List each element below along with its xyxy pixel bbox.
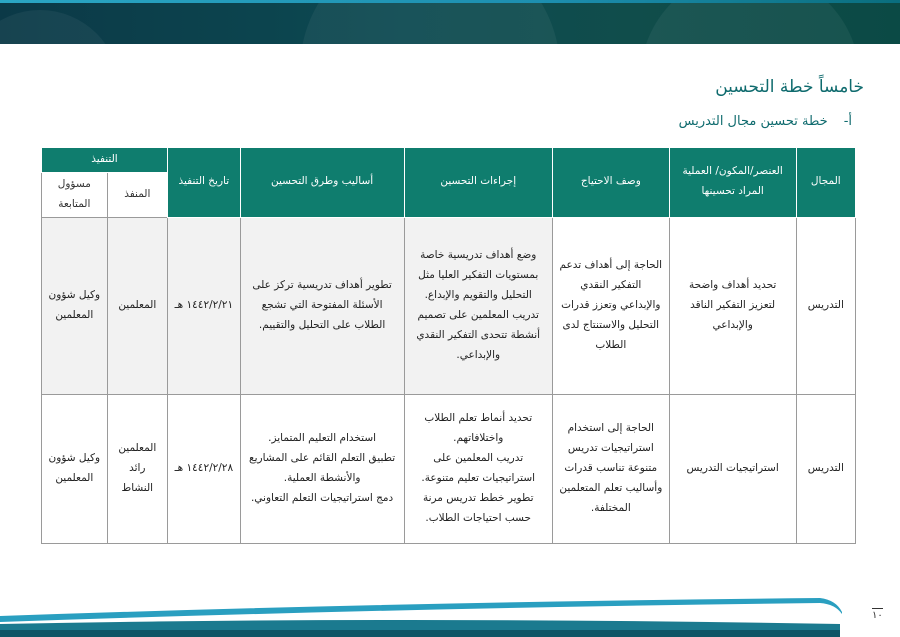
procedure-item: وضع أهداف تدريسية خاصة بمستويات التفكير العليا مثل التحليل والتقويم والإبداع.	[418, 249, 539, 301]
header-date: تاريخ التنفيذ	[168, 148, 241, 218]
cell-element: استراتيجيات التدريس	[669, 394, 796, 543]
header-execution: التنفيذ	[42, 148, 168, 173]
improvement-plan-table	[41, 147, 856, 544]
subsection-index: أ-	[843, 114, 852, 129]
header-procedures: إجراءات التحسين	[404, 148, 552, 218]
cell-procedures	[404, 394, 552, 543]
cell-need: الحاجة إلى أهداف تدعم التفكير النقدي والإبداعي وتعزز قدرات التحليل والاستنتاج لدى الطلاب	[552, 217, 669, 394]
cell-domain: التدريس	[796, 394, 855, 543]
procedure-item: تحديد أنماط تعلم الطلاب واختلافاتهم.	[424, 412, 533, 444]
top-banner	[0, 0, 900, 44]
cell-need: الحاجة إلى استخدام استراتيجيات تدريس متنوعة تناسب قدرات وأساليب تعلم المتعلمين المختلفة.	[552, 394, 669, 543]
section-title: خامساً خطة التحسين	[715, 77, 864, 97]
header-need: وصف الاحتياج	[552, 148, 669, 218]
cell-procedures	[404, 217, 552, 394]
subsection-heading	[679, 114, 852, 129]
cell-domain: التدريس	[796, 217, 855, 394]
table-row	[42, 394, 856, 543]
procedure-item: تدريب المعلمين على تصميم أنشطة تتحدى التفكير النقدي والإبداعي.	[416, 308, 541, 361]
cell-follow-up: وكيل شؤون المعلمين	[42, 217, 108, 394]
method-item: تطبيق التعلم القائم على المشاريع والأنشطة العملية.	[249, 451, 396, 484]
method-item: استخدام التعليم المتمايز.	[268, 431, 377, 444]
header-executor: المنفذ	[107, 172, 167, 217]
bottom-decoration	[0, 594, 900, 637]
method-item: دمج استراتيجيات التعلم التعاوني.	[250, 491, 394, 504]
header-element: العنصر/المكون/ العملية المراد تحسينها	[669, 148, 796, 218]
cell-date: ١٤٤٢/٢/٢٨ هـ	[168, 394, 241, 543]
procedure-item: تطوير خطط تدريس مرنة حسب احتياجات الطلاب.	[422, 491, 534, 524]
cell-follow-up: وكيل شؤون المعلمين	[42, 394, 108, 543]
header-domain: المجال	[796, 148, 855, 218]
cell-executor: المعلمين رائد النشاط	[107, 394, 167, 543]
table-row	[42, 217, 856, 394]
cell-methods	[240, 394, 404, 543]
cell-methods: تطوير أهداف تدريسية تركز على الأسئلة المفتوحة التي تشجع الطلاب على التحليل والتقييم.	[240, 217, 404, 394]
cell-executor: المعلمين	[107, 217, 167, 394]
cell-date: ١٤٤٢/٢/٢١ هـ	[168, 217, 241, 394]
procedure-item: تدريب المعلمين على استراتيجيات تعليم متنوعة.	[421, 451, 536, 484]
header-follow-up: مسؤول المتابعة	[42, 172, 108, 217]
cell-element: تحديد أهداف واضحة لتعزيز التفكير الناقد والإبداعي	[669, 217, 796, 394]
page-number: ١٠	[872, 610, 883, 621]
header-methods: أساليب وطرق التحسين	[240, 148, 404, 218]
subsection-title: خطة تحسين مجال التدريس	[678, 114, 828, 129]
